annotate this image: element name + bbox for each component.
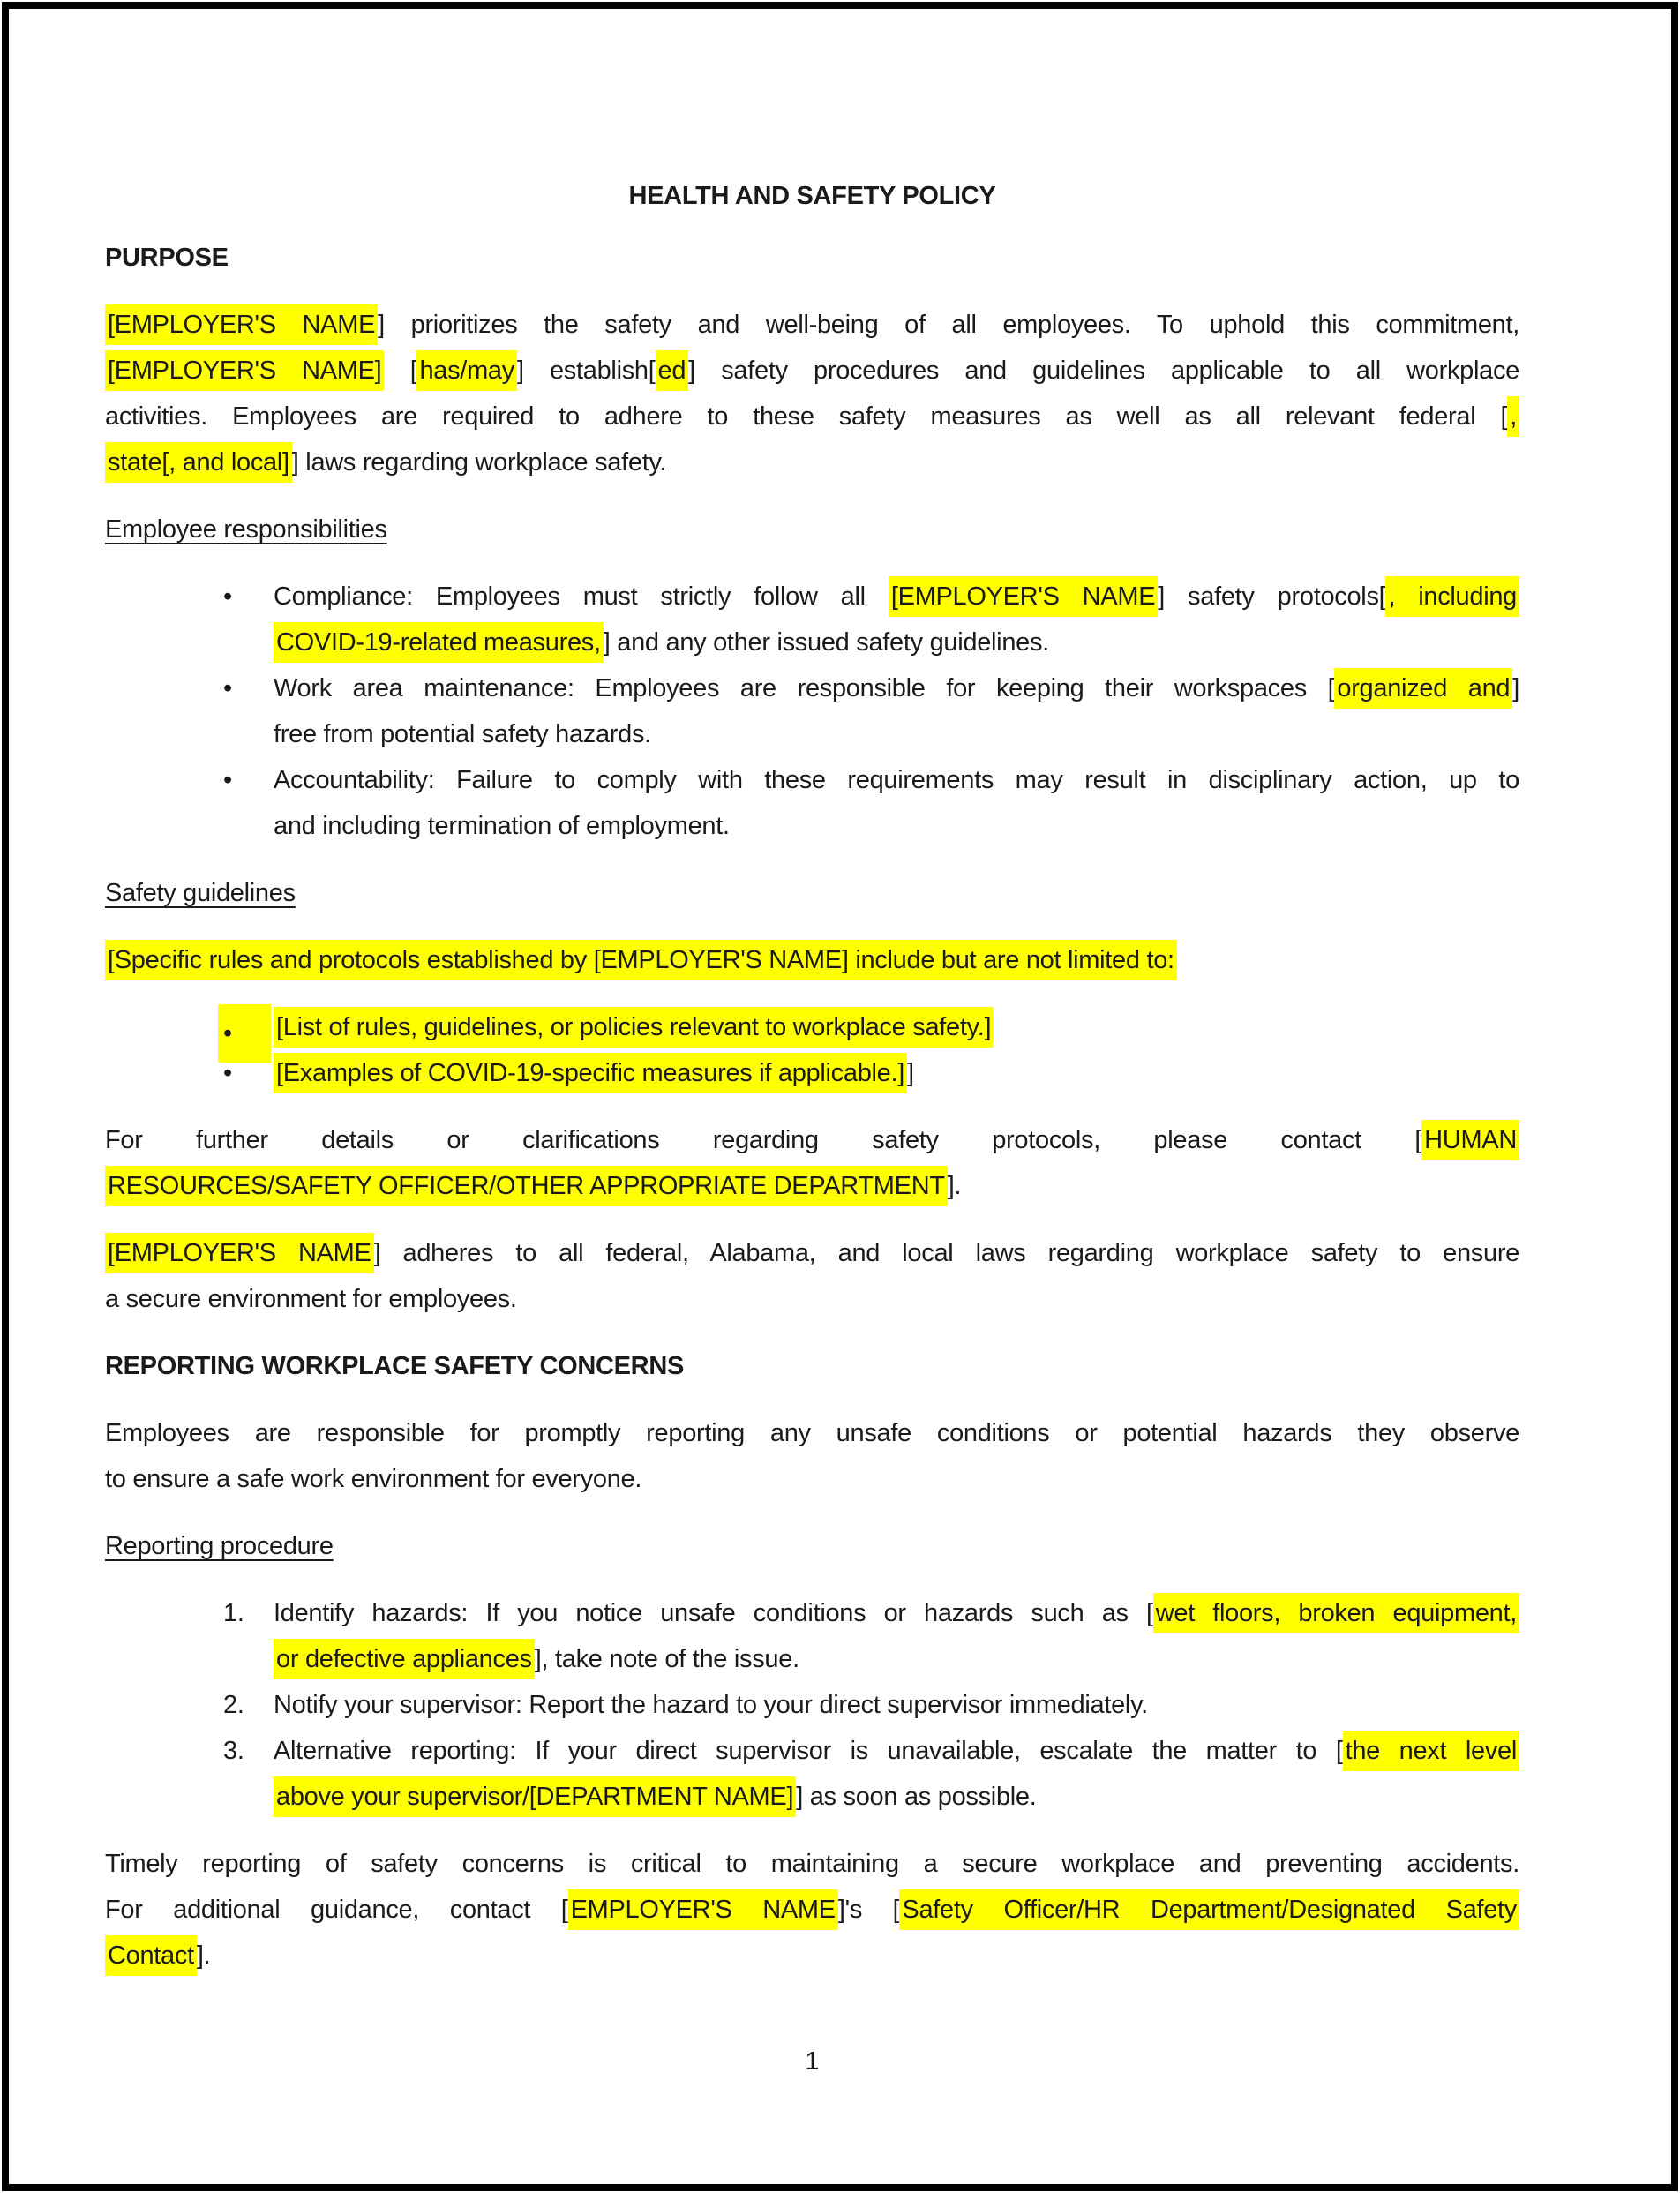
- highlighted-text: [EMPLOYER'S NAME]: [105, 350, 384, 391]
- text-line: [105, 439, 1519, 485]
- text-run: ] adheres to all federal, Alabama, and local laws regarding workplace safety to ensure: [373, 1239, 1519, 1267]
- highlighted-text: the next level: [1343, 1731, 1519, 1771]
- paragraph: [105, 1410, 1519, 1502]
- bullet-list: [105, 1004, 1519, 1096]
- text-line: [105, 394, 1519, 439]
- text-run: For further details or clarifications regarding safety protocols, please contact [: [105, 1126, 1422, 1154]
- text-run: ] establish[: [516, 357, 656, 385]
- text-line: [105, 1933, 1519, 1979]
- section-heading: Safety guidelines: [105, 879, 296, 907]
- text-line: [105, 937, 1519, 983]
- text-run: Work area maintenance: Employees are responsible for keeping their workspaces [: [274, 674, 1335, 702]
- list-item: [105, 1728, 1519, 1820]
- text-line: [274, 1590, 1519, 1636]
- text-run: For additional guidance, contact [: [105, 1896, 568, 1924]
- highlighted-text: [Specific rules and protocols established by [EMPLOYER'S NAME] include but are not limited to:: [105, 940, 1177, 980]
- text-run: ] and any other issued safety guidelines.: [603, 628, 1049, 657]
- highlighted-text: ,: [1507, 396, 1519, 437]
- list-item: [105, 574, 1519, 665]
- text-run: ] as soon as possible.: [796, 1783, 1037, 1811]
- highlighted-text: , including: [1385, 576, 1519, 617]
- document-title: HEALTH AND SAFETY POLICY: [628, 182, 996, 210]
- text-run: free from potential safety hazards.: [274, 720, 651, 748]
- bullet-marker: •: [223, 1059, 232, 1087]
- highlighted-text: Safety Officer/HR Department/Designated Safety: [899, 1889, 1519, 1930]
- text-line: [105, 1163, 1519, 1209]
- highlighted-text: Contact: [105, 1935, 197, 1976]
- text-line: [274, 665, 1519, 711]
- text-run: ].: [947, 1172, 962, 1200]
- highlighted-text: [List of rules, guidelines, or policies relevant to workplace safety.]: [274, 1007, 994, 1048]
- text-run: ]'s [: [837, 1896, 900, 1924]
- text-run: a secure environment for employees.: [105, 1285, 517, 1313]
- list-item: [105, 1050, 1519, 1096]
- list-item: [105, 1590, 1519, 1682]
- highlighted-text: RESOURCES/SAFETY OFFICER/OTHER APPROPRIATE DEPARTMENT: [105, 1166, 948, 1206]
- text-line: [274, 574, 1519, 620]
- paragraph: [105, 937, 1519, 983]
- highlighted-text: or defective appliances: [274, 1639, 535, 1679]
- text-run: Identify hazards: If you notice unsafe conditions or hazards such as [: [274, 1599, 1153, 1627]
- number-marker: 3.: [223, 1737, 244, 1765]
- text-run: ] prioritizes the safety and well-being of all employees. To uphold this commitment,: [378, 311, 1519, 339]
- highlighted-text: [EMPLOYER'S NAME: [889, 576, 1158, 617]
- text-run: Accountability: Failure to comply with these requirements may result in disciplinary action, up to: [274, 766, 1519, 794]
- number-marker: 2.: [223, 1691, 244, 1719]
- bullet-marker: •: [218, 1004, 271, 1063]
- text-line: [274, 1004, 1519, 1050]
- text-run: ] safety procedures and guidelines applicable to all workplace: [688, 357, 1519, 385]
- section-heading: PURPOSE: [105, 244, 229, 272]
- text-line: [105, 302, 1519, 348]
- highlighted-text: HUMAN: [1421, 1120, 1519, 1160]
- text-line: [274, 711, 1519, 757]
- paragraph: [105, 302, 1519, 485]
- highlighted-text: organized and: [1334, 668, 1512, 709]
- text-run: and including termination of employment.: [274, 812, 730, 840]
- highlighted-text: [Examples of COVID-19-specific measures if applicable.]: [274, 1053, 907, 1093]
- text-run: Alternative reporting: If your direct supervisor is unavailable, escalate the matter to [: [274, 1737, 1343, 1765]
- text-line: [105, 1230, 1519, 1276]
- text-line: [105, 1276, 1519, 1322]
- text-run: ].: [196, 1941, 211, 1970]
- number-marker: 1.: [223, 1599, 244, 1627]
- text-run: ] laws regarding workplace safety.: [291, 448, 667, 477]
- section-heading: Reporting procedure: [105, 1532, 334, 1560]
- section-heading: Employee responsibilities: [105, 515, 387, 544]
- text-run: Employees are responsible for promptly reporting any unsafe conditions or potential hazards they observe: [105, 1419, 1519, 1447]
- text-run: activities. Employees are required to adhere to these safety measures as well as all relevant federal [: [105, 402, 1508, 431]
- text-line: [105, 1456, 1519, 1502]
- section-heading: REPORTING WORKPLACE SAFETY CONCERNS: [105, 1352, 685, 1380]
- highlighted-text: has/may: [416, 350, 517, 391]
- list-item: [105, 757, 1519, 849]
- highlighted-text: [EMPLOYER'S NAME: [105, 1233, 374, 1273]
- text-line: [274, 1774, 1519, 1820]
- highlighted-text: ed: [656, 350, 689, 391]
- list-item: [105, 1004, 1519, 1050]
- list-item: [105, 1682, 1519, 1728]
- bullet-list: [105, 574, 1519, 849]
- text-line: [274, 757, 1519, 803]
- text-run: Compliance: Employees must strictly follow all: [274, 582, 889, 611]
- text-run: Notify your supervisor: Report the hazard to your direct supervisor immediately.: [274, 1691, 1148, 1719]
- text-line: [274, 1636, 1519, 1682]
- text-run: ] safety protocols[: [1158, 582, 1386, 611]
- document-body: [105, 235, 1519, 1979]
- text-run: Timely reporting of safety concerns is critical to maintaining a secure workplace and preventing accidents.: [105, 1850, 1519, 1878]
- text-run: ]: [1512, 674, 1520, 702]
- text-line: [105, 1841, 1519, 1887]
- text-run: [: [384, 357, 417, 385]
- text-line: [105, 348, 1519, 394]
- highlighted-text: COVID-19-related measures,: [274, 622, 604, 663]
- bullet-marker: •: [223, 674, 232, 702]
- highlighted-text: state[, and local]: [105, 442, 292, 483]
- number-list: [105, 1590, 1519, 1820]
- text-run: ]: [907, 1059, 914, 1087]
- text-line: [105, 1887, 1519, 1933]
- text-line: [105, 1410, 1519, 1456]
- bullet-marker: •: [223, 582, 232, 611]
- highlighted-text: EMPLOYER'S NAME: [568, 1889, 838, 1930]
- highlighted-text: [EMPLOYER'S NAME: [105, 304, 378, 345]
- bullet-marker: •: [223, 766, 232, 794]
- list-item: [105, 665, 1519, 757]
- text-run: ], take note of the issue.: [534, 1645, 799, 1673]
- highlighted-text: wet floors, broken equipment,: [1153, 1593, 1519, 1633]
- paragraph: [105, 1117, 1519, 1209]
- page-number: 1: [805, 2047, 820, 2076]
- text-line: [105, 1117, 1519, 1163]
- text-line: [274, 620, 1519, 665]
- text-run: to ensure a safe work environment for everyone.: [105, 1465, 642, 1493]
- text-line: [274, 1682, 1519, 1728]
- highlighted-text: above your supervisor/[DEPARTMENT NAME]: [274, 1776, 796, 1817]
- text-line: [274, 1050, 1519, 1096]
- paragraph: [105, 1841, 1519, 1979]
- paragraph: [105, 1230, 1519, 1322]
- text-line: [274, 1728, 1519, 1774]
- text-line: [274, 803, 1519, 849]
